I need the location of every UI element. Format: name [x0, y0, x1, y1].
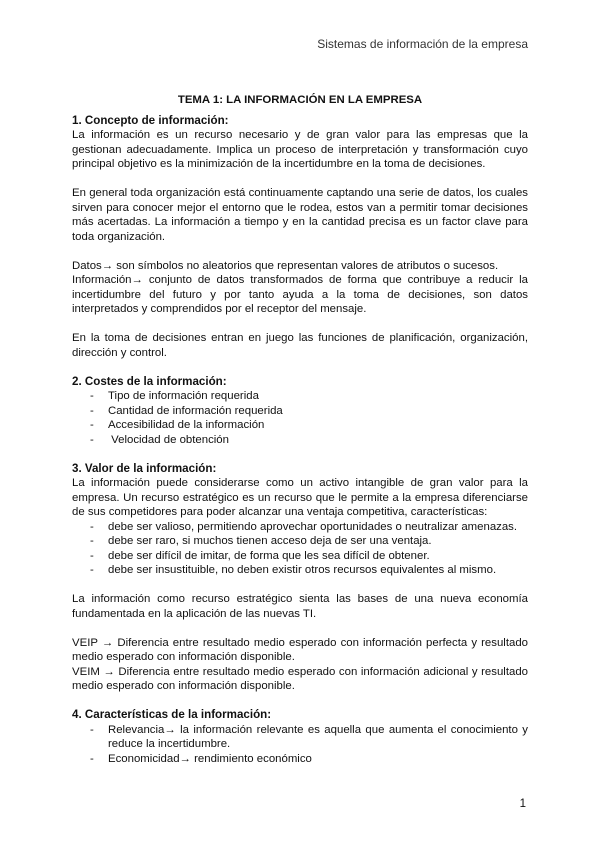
paragraph: La información puede considerarse como un activo intangible de gran valor para la empresa. Un recurso estratégico es un recurso que le permite a la empresa diferenciarse de sus competidores para poder alcanzar una ventaja competitiva, características: [72, 477, 528, 518]
bullet-list [72, 723, 528, 767]
document-body [72, 93, 528, 781]
running-header: Sistemas de información de la empresa [317, 37, 528, 51]
list-item: - debe ser valioso, permitiendo aprovechar oportunidades o neutralizar amenazas. [72, 520, 528, 535]
list-item: - debe ser raro, si muchos tienen acceso deja de ser una ventaja. [72, 534, 528, 549]
page-number: 1 [519, 798, 526, 810]
section-heading: 2. Costes de la información: [72, 374, 227, 388]
list-item: - debe ser insustituible, no deben existir otros recursos equivalentes al mismo. [72, 563, 528, 578]
list-item: - Economicidad→ rendimiento económico [72, 752, 528, 767]
paragraph: La información como recurso estratégico sienta las bases de una nueva economía fundamentada en la aplicación de las nuevas TI. [72, 593, 528, 620]
list-item: - Cantidad de información requerida [72, 404, 528, 419]
list-item: - Velocidad de obtención [72, 433, 528, 448]
paragraph: En la toma de decisiones entran en juego las funciones de planificación, organización, dirección y control. [72, 332, 528, 359]
paragraph: Datos→ son símbolos no aleatorios que representan valores de atributos o sucesos. [72, 259, 499, 272]
list-item: - Relevancia→ la información relevante es aquella que aumenta el conocimiento y reduce la incertidumbre. [72, 723, 528, 752]
paragraph: VEIM → Diferencia entre resultado medio esperado con información adicional y resultado medio esperado con información disponible. [72, 665, 528, 692]
list-item: - Tipo de información requerida [72, 389, 528, 404]
paragraph: En general toda organización está continuamente captando una serie de datos, los cuales sirven para conocer mejor el entorno que le rodea, estos van a permitir tomar decisiones más acertadas. La información a tiempo y en la cantidad precisa es un factor clave para toda organización. [72, 187, 528, 243]
paragraph: La información es un recurso necesario y de gran valor para las empresas que la gestionan adecuadamente. Implica un proceso de interpretación y transformación cuyo principal objetivo es la minimización de la incertidumbre en la toma de decisiones. [72, 129, 528, 170]
section-heading: 3. Valor de la información: [72, 461, 217, 475]
list-item: - Accesibilidad de la información [72, 418, 528, 433]
document-title: TEMA 1: LA INFORMACIÓN EN LA EMPRESA [177, 94, 423, 106]
section-heading: 4. Características de la información: [72, 708, 272, 721]
section-heading: 1. Concepto de información: [72, 113, 229, 127]
paragraph: Información→ conjunto de datos transformados de forma que contribuye a reducir la incertidumbre del futuro y por tanto ayuda a la toma de decisiones, son datos interpretados y comprendidos por el receptor del mensaje. [72, 274, 528, 315]
list-item: - debe ser difícil de imitar, de forma que les sea difícil de obtener. [72, 549, 528, 564]
bullet-list [72, 520, 528, 578]
bullet-list [72, 389, 528, 447]
paragraph: VEIP → Diferencia entre resultado medio esperado con información perfecta y resultado medio esperado con información disponible. [72, 636, 528, 663]
